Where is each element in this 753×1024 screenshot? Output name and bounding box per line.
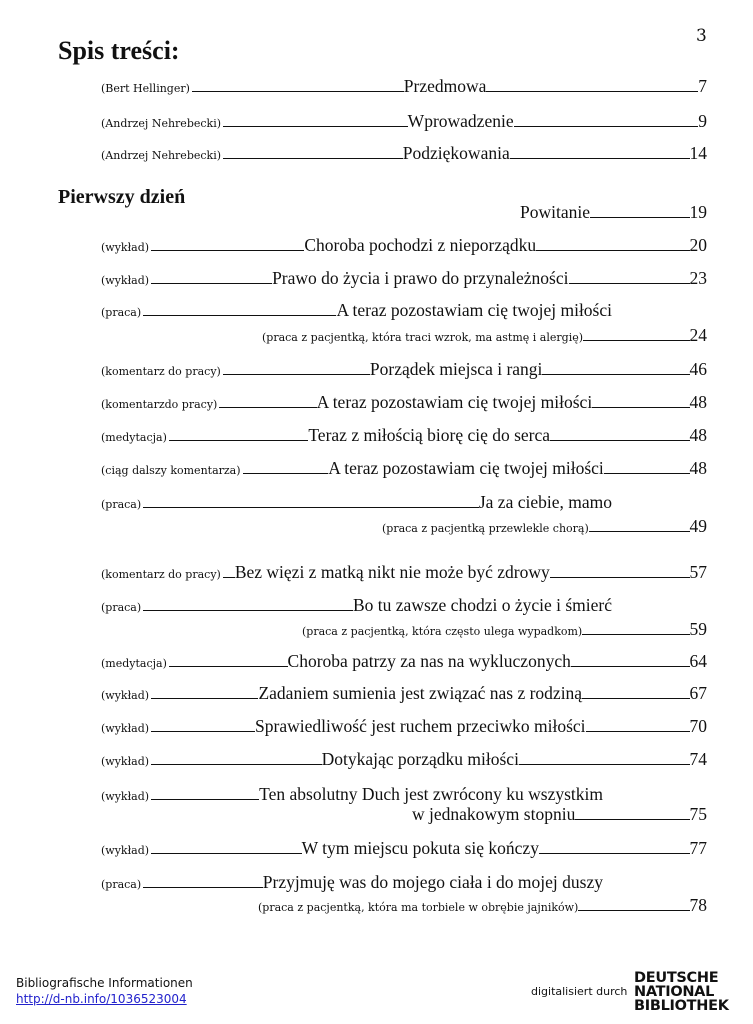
entry-page: 48 bbox=[689, 392, 707, 412]
entry-page: 77 bbox=[689, 838, 708, 858]
leader-line bbox=[550, 577, 690, 578]
leader-line bbox=[169, 440, 308, 441]
toc-entry-note bbox=[262, 327, 707, 345]
page-number: 3 bbox=[696, 26, 707, 46]
entry-title: Zadaniem sumienia jest związać nas z rodziną bbox=[258, 683, 583, 703]
day-heading: Pierwszy dzień bbox=[58, 186, 186, 208]
entry-page: 48 bbox=[689, 425, 707, 445]
entry-category: (medytacja) bbox=[101, 430, 167, 444]
leader-line bbox=[569, 283, 690, 284]
entry-category: (wykład) bbox=[101, 240, 150, 254]
entry-page: 49 bbox=[689, 516, 707, 536]
entry-title: Przyjmuję was do mojego ciała i do mojej duszy bbox=[262, 872, 603, 892]
toc-entry bbox=[101, 113, 707, 131]
leader-line bbox=[192, 91, 404, 92]
entry-note: (praca z pacjentką przewlekle chorą) bbox=[382, 521, 589, 535]
entry-title: Dotykając porządku miłości bbox=[321, 749, 519, 769]
entry-title: Choroba patrzy za nas na wykluczonych bbox=[287, 651, 571, 671]
entry-page: 46 bbox=[689, 359, 707, 379]
entry-title: Przedmowa bbox=[403, 76, 487, 96]
entry-page: 70 bbox=[689, 716, 708, 736]
leader-line bbox=[223, 374, 370, 375]
toc-entry bbox=[101, 840, 707, 858]
leader-line bbox=[514, 126, 699, 127]
leader-line bbox=[151, 853, 302, 854]
leader-line bbox=[590, 217, 690, 218]
leader-line bbox=[243, 473, 329, 474]
toc-entry bbox=[101, 302, 612, 320]
entry-title: Powitanie bbox=[520, 202, 590, 222]
entry-page: 7 bbox=[698, 76, 707, 96]
entry-note: (praca z pacjentką, która traci wzrok, ma astmę i alergię) bbox=[262, 330, 584, 344]
entry-title: W tym miejscu pokuta się kończy bbox=[301, 838, 539, 858]
leader-line bbox=[582, 698, 689, 699]
entry-category: (praca) bbox=[101, 877, 142, 891]
leader-line bbox=[583, 340, 689, 341]
toc-entry bbox=[101, 494, 612, 512]
entry-page: 14 bbox=[689, 143, 707, 163]
entry-category: (ciąg dalszy komentarza) bbox=[101, 463, 241, 477]
leader-line bbox=[151, 764, 322, 765]
leader-line bbox=[151, 250, 304, 251]
toc-entry-note bbox=[302, 621, 707, 639]
leader-line bbox=[151, 799, 259, 800]
entry-page: 9 bbox=[698, 111, 707, 131]
leader-line bbox=[223, 577, 235, 578]
entry-title: Bez więzi z matką nikt nie może być zdrowy bbox=[234, 562, 550, 582]
leader-line bbox=[143, 315, 336, 316]
entry-title: Choroba pochodzi z nieporządku bbox=[304, 235, 537, 255]
leader-line bbox=[575, 819, 689, 820]
entry-page: 23 bbox=[689, 268, 708, 288]
toc-entry bbox=[101, 394, 707, 412]
entry-category: (Bert Hellinger) bbox=[101, 81, 190, 95]
toc-heading: Spis treści: bbox=[58, 36, 180, 65]
leader-line bbox=[604, 473, 690, 474]
leader-line bbox=[589, 531, 690, 532]
toc-entry bbox=[101, 597, 612, 615]
entry-note: (praca z pacjentką, która ma torbiele w obrębie jajników) bbox=[258, 900, 579, 914]
toc-entry bbox=[101, 718, 707, 736]
entry-page: 48 bbox=[689, 458, 708, 478]
entry-page: 64 bbox=[689, 651, 708, 671]
entry-category: (wykład) bbox=[101, 754, 150, 768]
toc-entry bbox=[101, 786, 603, 804]
dnb-logo bbox=[634, 971, 738, 1013]
entry-title: Bo tu zawsze chodzi o życie i śmierć bbox=[353, 595, 612, 615]
entry-page: 75 bbox=[689, 804, 707, 824]
toc-entry-note bbox=[382, 518, 707, 536]
toc-entry bbox=[520, 204, 707, 222]
toc-entry bbox=[101, 460, 707, 478]
leader-line bbox=[223, 126, 408, 127]
entry-note: (praca z pacjentką, która często ulega wypadkom) bbox=[302, 624, 583, 638]
entry-page: 24 bbox=[689, 325, 707, 345]
toc-entry bbox=[101, 427, 707, 445]
toc-entry bbox=[101, 685, 707, 703]
entry-page: 57 bbox=[689, 562, 707, 582]
entry-category: (wykład) bbox=[101, 688, 150, 702]
toc-entry bbox=[101, 145, 707, 163]
leader-line bbox=[151, 698, 258, 699]
entry-category: (komentarz do pracy) bbox=[101, 567, 221, 581]
toc-entry bbox=[101, 874, 603, 892]
logo-line: DEUTSCHE bbox=[634, 970, 719, 986]
biblio-label: Bibliografische Informationen bbox=[16, 976, 193, 990]
leader-line bbox=[586, 731, 690, 732]
entry-category: (Andrzej Nehrebecki) bbox=[101, 148, 222, 162]
leader-line bbox=[219, 407, 316, 408]
entry-title: Podziękowania bbox=[402, 143, 510, 163]
entry-page: 59 bbox=[689, 619, 707, 639]
entry-page: 20 bbox=[689, 235, 708, 255]
leader-line bbox=[169, 666, 288, 667]
entry-title: Porządek miejsca i rangi bbox=[369, 359, 543, 379]
entry-title: Ten absolutny Duch jest zwrócony ku wszystkim bbox=[259, 784, 603, 804]
entry-category: (wykład) bbox=[101, 273, 150, 287]
toc-entry bbox=[101, 564, 707, 582]
entry-category: (wykład) bbox=[101, 843, 150, 857]
leader-line bbox=[519, 764, 690, 765]
toc-entry bbox=[101, 237, 707, 255]
entry-page: 78 bbox=[689, 895, 707, 915]
entry-page: 67 bbox=[689, 683, 707, 703]
entry-category: (praca) bbox=[101, 497, 142, 511]
entry-category: (wykład) bbox=[101, 721, 150, 735]
leader-line bbox=[578, 910, 689, 911]
entry-category: (komentarzdo pracy) bbox=[101, 397, 218, 411]
toc-entry-note bbox=[412, 806, 707, 824]
entry-page: 19 bbox=[689, 202, 707, 222]
biblio-link[interactable]: http://d-nb.info/1036523004 bbox=[16, 992, 187, 1006]
entry-category: (medytacja) bbox=[101, 656, 167, 670]
entry-title: A teraz pozostawiam cię twojej miłości bbox=[328, 458, 604, 478]
leader-line bbox=[571, 666, 690, 667]
leader-line bbox=[143, 507, 479, 508]
logo-line: BIBLIOTHEK bbox=[634, 998, 729, 1014]
toc-entry-note bbox=[258, 897, 707, 915]
leader-line bbox=[542, 374, 689, 375]
leader-line bbox=[486, 91, 698, 92]
leader-line bbox=[539, 853, 690, 854]
entry-category: (praca) bbox=[101, 305, 142, 319]
entry-title: Teraz z miłością biorę cię do serca bbox=[308, 425, 551, 445]
biblio-info bbox=[16, 976, 193, 1006]
leader-line bbox=[550, 440, 689, 441]
entry-category: (praca) bbox=[101, 600, 142, 614]
leader-line bbox=[143, 887, 263, 888]
entry-title: Sprawiedliwość jest ruchem przeciwko miłości bbox=[255, 716, 586, 736]
toc-entry bbox=[101, 361, 707, 379]
leader-line bbox=[510, 158, 690, 159]
entry-category: (Andrzej Nehrebecki) bbox=[101, 116, 222, 130]
logo-line: NATIONAL bbox=[634, 984, 715, 1000]
toc-entry bbox=[101, 78, 707, 96]
entry-category: (wykład) bbox=[101, 789, 150, 803]
leader-line bbox=[143, 610, 353, 611]
leader-line bbox=[223, 158, 403, 159]
toc-entry bbox=[101, 751, 707, 769]
leader-line bbox=[151, 731, 255, 732]
entry-title: A teraz pozostawiam cię twojej miłości bbox=[336, 300, 612, 320]
leader-line bbox=[582, 634, 689, 635]
entry-category: (komentarz do pracy) bbox=[101, 364, 221, 378]
leader-line bbox=[151, 283, 272, 284]
entry-title: Ja za ciebie, mamo bbox=[478, 492, 612, 512]
leader-line bbox=[592, 407, 689, 408]
entry-title-continued: w jednakowym stopniu bbox=[412, 804, 576, 824]
entry-title: A teraz pozostawiam cię twojej miłości bbox=[316, 392, 593, 412]
leader-line bbox=[536, 250, 689, 251]
toc-entry bbox=[101, 653, 707, 671]
entry-title: Wprowadzenie bbox=[407, 111, 514, 131]
entry-page: 74 bbox=[689, 749, 708, 769]
digitized-label: digitalisiert durch bbox=[531, 985, 628, 998]
entry-title: Prawo do życia i prawo do przynależności bbox=[272, 268, 569, 288]
toc-entry bbox=[101, 270, 707, 288]
